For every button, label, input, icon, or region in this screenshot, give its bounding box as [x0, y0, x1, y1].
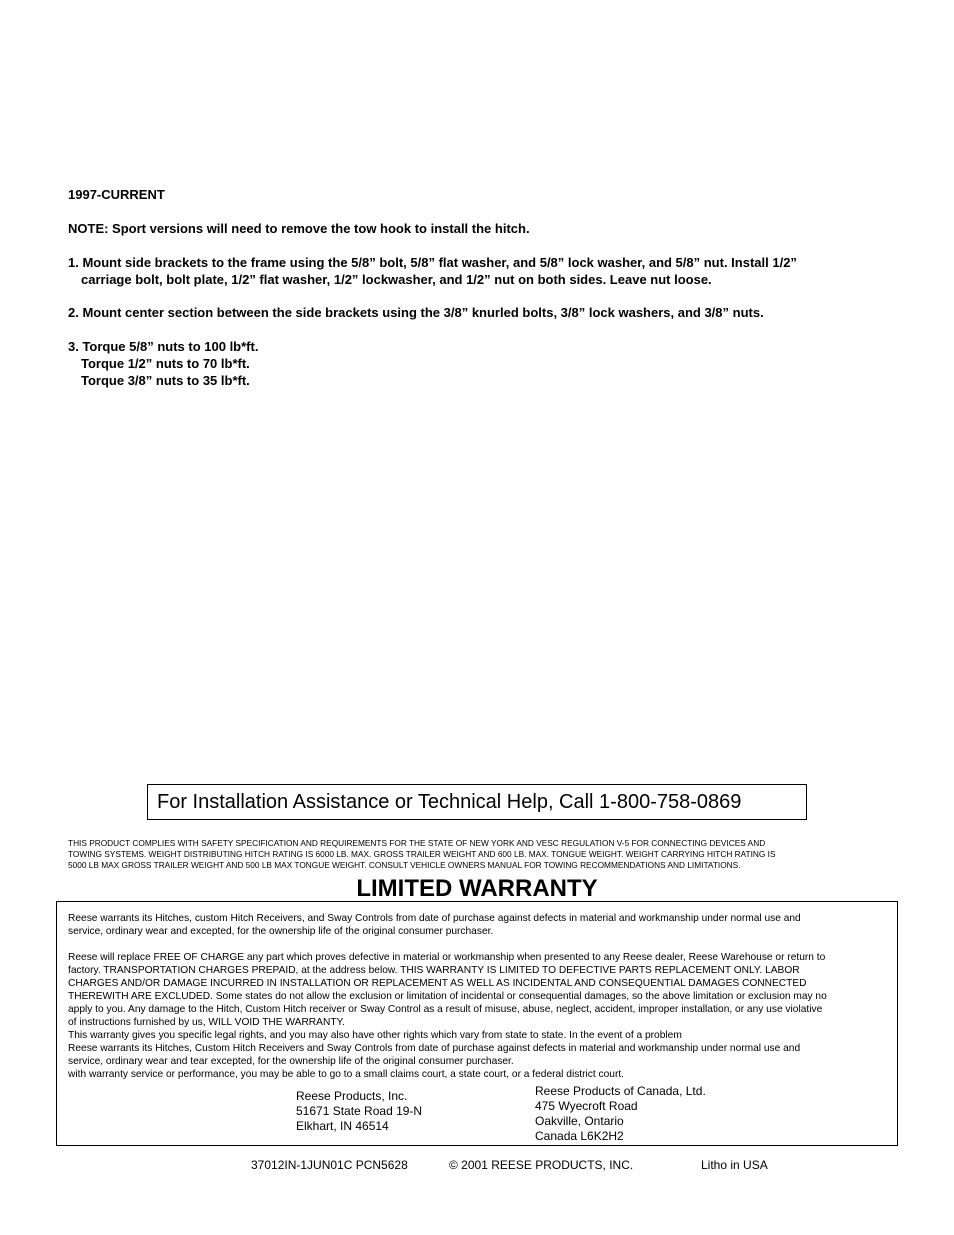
step-2: 2. Mount center section between the side brackets using the 3/8” knurled bolts, 3/8” lock washers, and 3/8” nuts.	[68, 305, 764, 320]
part-number: 37012IN-1JUN01C PCN5628	[251, 1158, 408, 1172]
warranty-title: LIMITED WARRANTY	[356, 875, 598, 902]
address-line: 51671 State Road 19-N	[296, 1104, 423, 1118]
address-line: 475 Wyecroft Road	[535, 1099, 638, 1113]
compliance-line: TOWING SYSTEMS. WEIGHT DISTRIBUTING HITCH RATING IS 6000 LB. MAX. GROSS TRAILER WEIGHT AND 600 LB. MAX. TONGUE WEIGHT. WEIGHT CARRYING HITCH RATING IS	[68, 849, 776, 859]
litho-note: Litho in USA	[701, 1158, 768, 1172]
warranty-line: with warranty service or performance, you may be able to go to a small claims court, a state court, or a federal district court.	[68, 1069, 625, 1080]
step-3-line-2: Torque 1/2” nuts to 70 lb*ft.	[81, 356, 250, 371]
address-line: Oakville, Ontario	[535, 1114, 624, 1128]
warranty-line: service, ordinary wear and excepted, for the ownership life of the original consumer purchaser.	[68, 926, 494, 937]
help-box	[147, 784, 807, 820]
step-1-line-2: carriage bolt, bolt plate, 1/2” flat washer, 1/2” lockwasher, and 1/2” nut on both sides. Leave nut loose.	[81, 272, 712, 287]
compliance-statement	[68, 838, 888, 871]
address-line: Elkhart, IN 46514	[296, 1119, 389, 1133]
warranty-line: This warranty gives you specific legal rights, and you may also have other rights which vary from state to state. In the event of a problem	[68, 1030, 682, 1041]
address-us	[296, 1089, 422, 1134]
warranty-line: Reese warrants its Hitches, Custom Hitch Receivers and Sway Controls from date of purchase against defects in material and workmanship under normal use and	[68, 1043, 801, 1054]
compliance-line: 5000 LB MAX GROSS TRAILER WEIGHT AND 500 LB MAX TONGUE WEIGHT. CONSULT VEHICLE OWNERS MANUAL FOR TOWING RECOMMENDATIONS AND LIMITATIONS.	[68, 860, 741, 870]
warranty-line: Reese warrants its Hitches, custom Hitch Receivers, and Sway Controls from date of purchase against defects in material and workmanship under normal use and	[68, 913, 801, 924]
address-line: Reese Products of Canada, Ltd.	[535, 1084, 706, 1098]
warranty-line: of instructions furnished by us, WILL VOID THE WARRANTY.	[68, 1017, 345, 1028]
address-line: Canada L6K2H2	[535, 1129, 624, 1143]
step-3-line-1: 3. Torque 5/8” nuts to 100 lb*ft.	[68, 339, 259, 354]
step-1-line-1: 1. Mount side brackets to the frame using the 5/8” bolt, 5/8” flat washer, and 5/8” lock washer, and 5/8” nut. Install 1/2”	[68, 255, 797, 270]
note-text: NOTE: Sport versions will need to remove the tow hook to install the hitch.	[68, 221, 530, 236]
warranty-line: Reese will replace FREE OF CHARGE any part which proves defective in material or workmanship when presented to any Reese dealer, Reese Warehouse or return to	[68, 952, 826, 963]
year-heading: 1997-CURRENT	[68, 187, 165, 202]
warranty-line: CHARGES AND/OR DAMAGE INCURRED IN INSTALLATION OR REPLACEMENT AS WELL AS INCIDENTAL AND CONSEQUENTIAL DAMAGES CONNECTED	[68, 978, 807, 989]
help-phone-text: For Installation Assistance or Technical Help, Call 1-800-758-0869	[157, 791, 742, 813]
compliance-line: THIS PRODUCT COMPLIES WITH SAFETY SPECIFICATION AND REQUIREMENTS FOR THE STATE OF NEW YORK AND VESC REGULATION V-5 FOR CONNECTING DEVICES AND	[68, 838, 766, 848]
warranty-line: service, ordinary wear and tear excepted, for the ownership life of the original consumer purchaser.	[68, 1056, 514, 1067]
step-3-line-3: Torque 3/8” nuts to 35 lb*ft.	[81, 373, 250, 388]
copyright: © 2001 REESE PRODUCTS, INC.	[449, 1158, 634, 1172]
warranty-line: apply to you. Any damage to the Hitch, Custom Hitch receiver or Sway Control as a result of misuse, abuse, neglect, accident, improper installation, or any use violative	[68, 1004, 823, 1015]
warranty-box	[56, 901, 898, 1146]
warranty-line: factory. TRANSPORTATION CHARGES PREPAID, at the address below. THIS WARRANTY IS LIMITED TO DEFECTIVE PARTS REPLACEMENT ONLY. LABOR	[68, 965, 800, 976]
address-line: Reese Products, Inc.	[296, 1089, 408, 1103]
warranty-line: THEREWITH ARE EXCLUDED. Some states do not allow the exclusion or limitation of incidental or consequential damages, so the above limitation or exclusion may no	[68, 991, 827, 1002]
address-canada	[535, 1084, 706, 1144]
